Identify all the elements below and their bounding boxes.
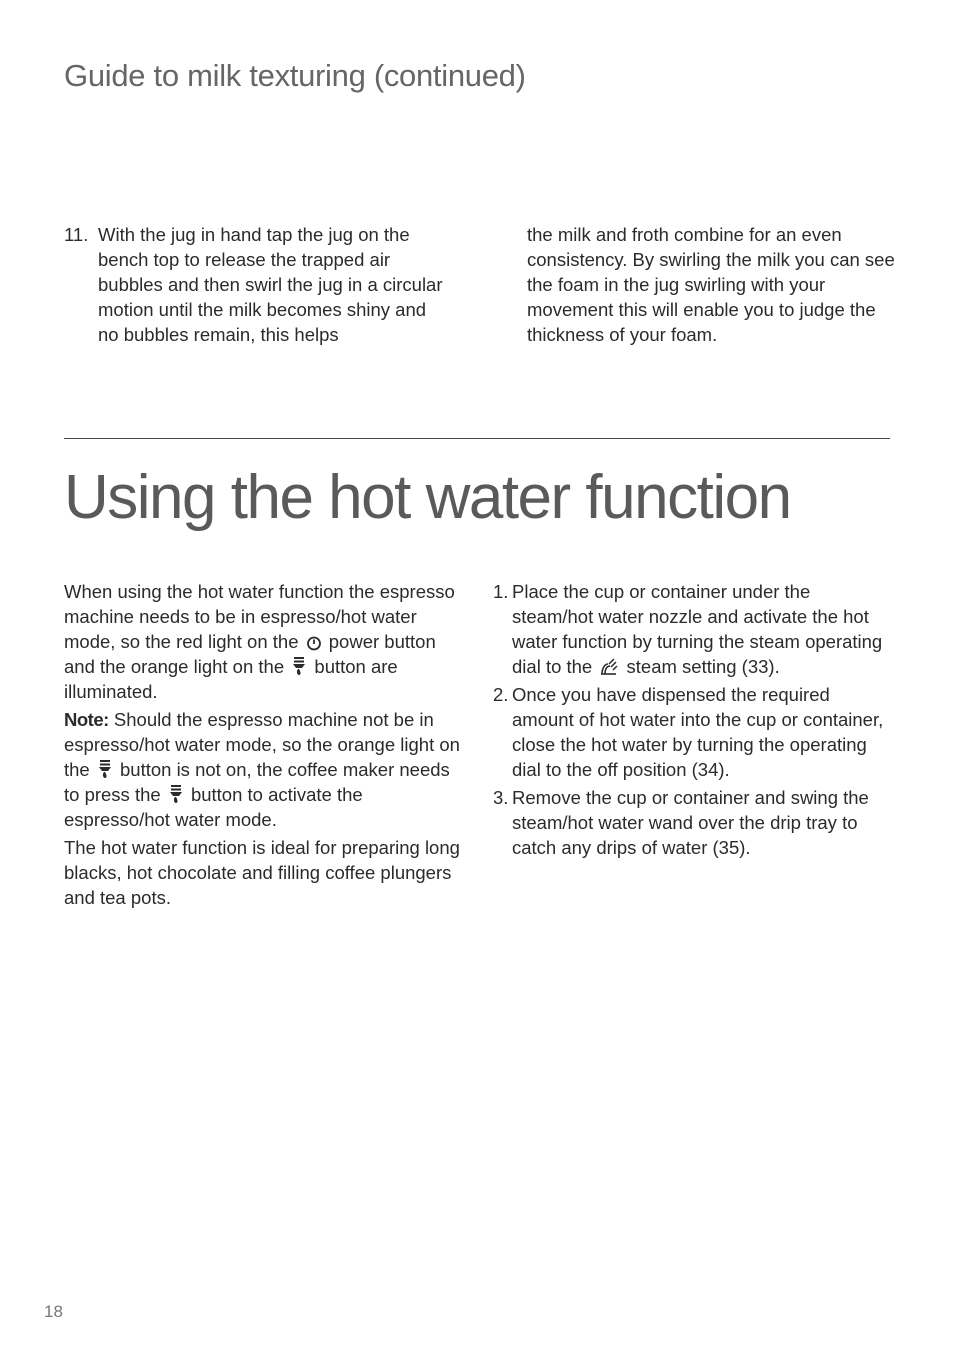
note-label: Note:: [64, 709, 109, 730]
milk-step-11-number: 11.: [64, 224, 89, 245]
section-divider: [64, 438, 890, 439]
note-text-c: button to activate the espresso/hot water mode.: [64, 784, 363, 830]
step-1-text-a: Place the cup or container under the steam/hot water nozzle and activate the hot water function by turning the steam operating dial to the: [512, 581, 883, 677]
step-3: [493, 785, 893, 860]
espresso-hot-water-icon: [168, 784, 184, 804]
step-3-text: Remove the cup or container and swing the steam/hot water wand over the drip tray to catch any drips of water (35).: [512, 787, 869, 858]
section-title: Guide to milk texturing (continued): [64, 58, 526, 93]
ideal-paragraph: The hot water function is ideal for preparing long blacks, hot chocolate and filling coffee plungers and tea pots.: [64, 837, 460, 908]
intro-text-a: When using the hot water function the espresso machine needs to be in espresso/hot water mode, so the red light on the: [64, 581, 455, 652]
step-2-number: 2.: [493, 684, 509, 705]
intro-text-c: button are illuminated.: [64, 656, 398, 702]
step-3-number: 3.: [493, 787, 509, 808]
step-2: [493, 682, 893, 782]
note-paragraph: [64, 707, 466, 832]
step-1: [493, 579, 893, 679]
espresso-hot-water-icon: [97, 759, 113, 779]
step-1-text: [493, 579, 893, 679]
milk-step-11-continued: the milk and froth combine for an even consistency. By swirling the milk you can see the foam in the jug swirling with your movement this will enable you to judge the thickness of your foam.: [527, 224, 895, 345]
note-text-a: Should the espresso machine not be in espresso/hot water mode, so the orange light on the: [64, 709, 460, 780]
step-1-number: 1.: [493, 581, 509, 602]
page-title: Using the hot water function: [64, 463, 791, 532]
note-text-b: button is not on, the coffee maker needs to press the: [64, 759, 450, 805]
hot-water-steps: [493, 579, 893, 863]
espresso-hot-water-icon: [291, 656, 307, 676]
page-number: 18: [44, 1302, 63, 1321]
milk-step-11-text: With the jug in hand tap the jug on the bench top to release the trapped air bubbles and then swirl the jug in a circular motion until the milk becomes shiny and no bubbles remain, this helps: [98, 224, 443, 345]
intro-text-b: power button and the orange light on the: [64, 631, 436, 677]
hot-water-left-column: [64, 579, 466, 913]
step-1-text-b: steam setting (33).: [626, 656, 780, 677]
steam-icon: [599, 658, 619, 676]
step-2-text: Once you have dispensed the required amount of hot water into the cup or container, close the hot water by turning the operating dial to the off position (34).: [512, 684, 884, 780]
intro-paragraph: [64, 579, 466, 704]
milk-step-11: [64, 222, 448, 347]
power-icon: [306, 635, 322, 651]
